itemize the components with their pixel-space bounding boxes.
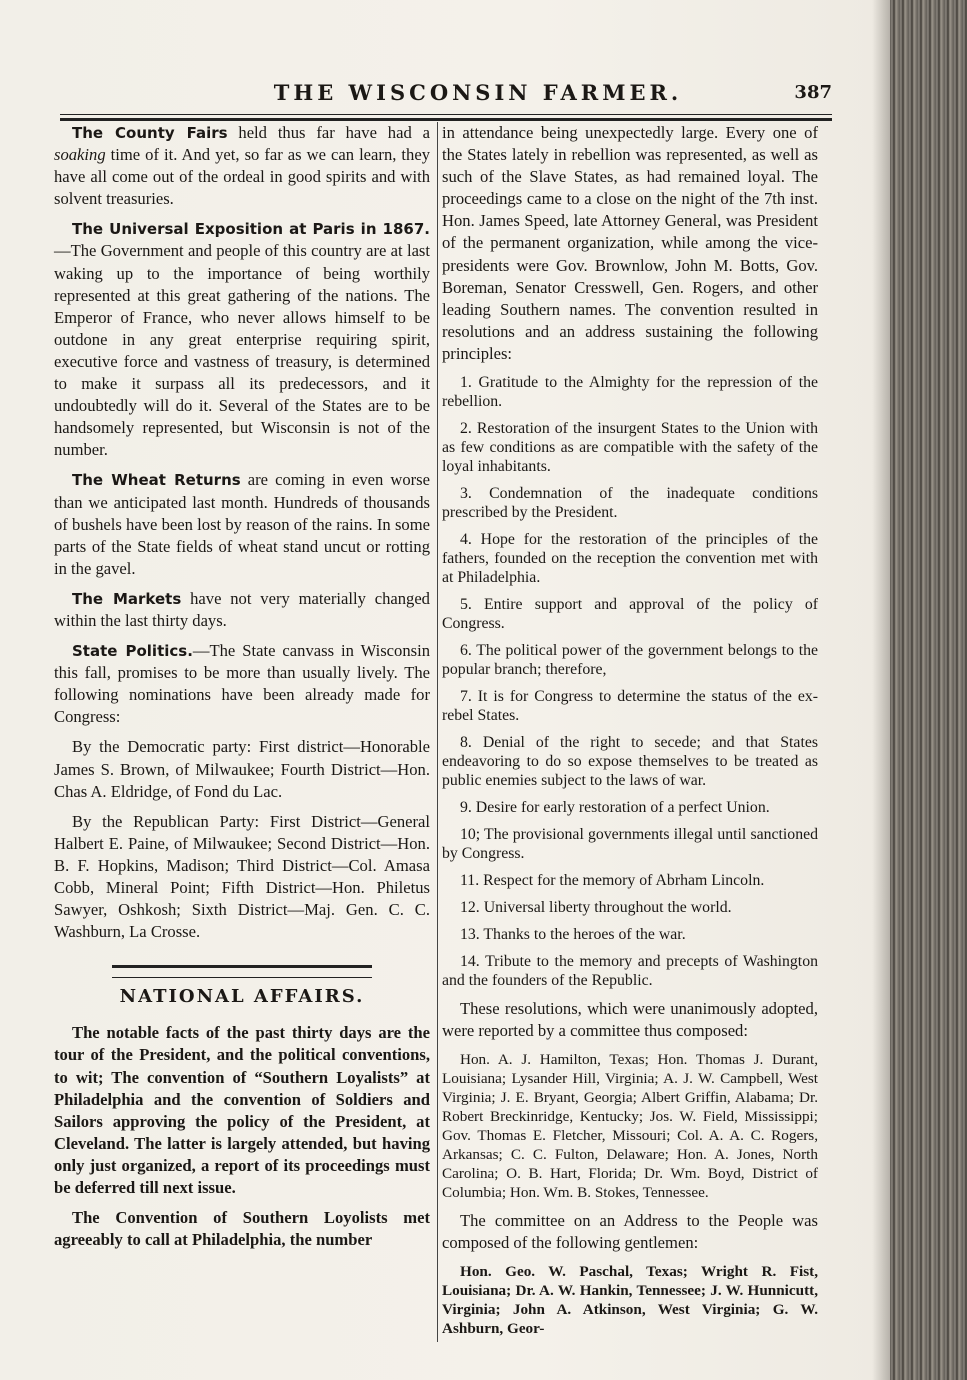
county-fairs-text-cont: time of it. And yet, so far as we can learn, they have all come out of the ordeal in good spirits and with solvent treasuries.	[54, 145, 430, 209]
column-divider	[437, 122, 438, 1342]
resolution-item: 9. Desire for early restoration of a perfect Union.	[460, 799, 770, 817]
county-fairs-lead: The County Fairs	[72, 124, 228, 142]
left-column	[54, 122, 430, 1259]
resolutions-list	[442, 373, 818, 990]
republican-nominations: By the Republican Party: First District—General Halbert E. Paine, of Milwaukee; Second District—Hon. B. F. Hopkins, Madison; Third District—Col. Amasa Cobb, Mineral Point; Fifth District—Hon. Philetus Sawyer, Oshkosh; Sixth District—Maj. Gen. C. C. Washburn, La Crosse.	[54, 811, 430, 942]
politics-paragraph	[54, 640, 430, 728]
section-rule	[112, 965, 372, 978]
resolution-item: 11. Respect for the memory of Abrham Lincoln.	[460, 872, 765, 890]
soaking-italic: soaking	[54, 145, 106, 165]
resolution-item: 1. Gratitude to the Almighty for the repression of the rebellion.	[442, 374, 818, 411]
politics-text: —The State canvass in Wisconsin this fall, promises to be more than usually lively. The following nominations have been already made for Congress:	[54, 641, 430, 727]
book-binding	[890, 0, 967, 1380]
markets-text: have not very materially changed within the last thirty days.	[54, 588, 430, 630]
resolution-item: 14. Tribute to the memory and precepts of Washington and the founders of the Republic.	[442, 953, 818, 990]
national-affairs-heading: NATIONAL AFFAIRS.	[119, 986, 365, 1008]
committee-list: Hon. A. J. Hamilton, Texas; Hon. Thomas J. Durant, Louisiana; Lysander Hill, Virginia; A. J. W. Campbell, West Virginia; J. E. Bryant, Georgia; Albert Griffin, Alabama; Dr. Robert Breckinridge, Kentucky; Jos. W. Field, Mississippi; Gov. Thomas E. Fletcher, Missouri; Col. A. A. C. Rogers, Arkansas; C. C. Fulton, Delaware; Hon. A. Jones, North Carolina; O. B. Hart, Florida; Dr. Wm. Boyd, District of Columbia; Hon. Wm. B. Stokes, Tennessee.	[442, 1051, 818, 1202]
resolution-item: 6. The political power of the government belongs to the popular branch; therefore,	[442, 642, 818, 679]
county-fairs-paragraph	[54, 122, 430, 210]
national-affairs-paragraph-2: The Convention of Southern Loyolists met agreeably to call at Philadelphia, the number	[54, 1208, 430, 1250]
running-head	[60, 80, 832, 110]
resolution-item: 3. Condemnation of the inadequate conditions prescribed by the President.	[442, 485, 818, 522]
resolution-item: 8. Denial of the right to secede; and that States endeavoring to do so expose themselves to be treated as public enemies subject to the laws of war.	[442, 734, 818, 790]
exposition-text: —The Government and people of this country are at last waking up to the importance of being worthily represented at this great gathering of the nations. The Emperor of France, who never allows himself to be outdone in any great enterprise requiring spirit, executive force and vastness of treasury, is determined to make it surpass all its predecessors, and it undoubtedly will do it. Several of the States are to be handsomely represented, but Wisconsin is not of the number.	[54, 241, 430, 460]
democratic-nominations: By the Democratic party: First district—Honorable James S. Brown, of Milwaukee; Fourth District—Hon. Chas A. Eldridge, of Fond du Lac.	[54, 737, 430, 801]
right-column	[442, 122, 818, 1346]
address-committee-list: Hon. Geo. W. Paschal, Texas; Wright R. Fist, Louisiana; Dr. A. W. Hankin, Tennessee; J. W. Hunnicutt, Virginia; John A. Atkinson, West Virginia; G. W. Ashburn, Geor-	[442, 1263, 818, 1338]
markets-paragraph	[54, 588, 430, 632]
page-shadow	[872, 0, 892, 1380]
markets-lead: The Markets	[72, 589, 182, 608]
page-number: 387	[794, 82, 832, 103]
adopted-paragraph: These resolutions, which were unanimously adopted, were reported by a committee thus composed:	[442, 999, 818, 1041]
wheat-text: are coming in even worse than we anticipated last month. Hundreds of thousands of bushels have been lost by reason of the rains. In some parts of the State fields of wheat stand uncut or rotting in the gavel.	[54, 470, 430, 578]
wheat-lead: The Wheat Returns	[72, 471, 241, 490]
exposition-lead: The Universal Exposition at Paris in 1867.	[72, 220, 430, 239]
resolution-item: 12. Universal liberty throughout the world.	[460, 899, 732, 917]
address-intro: The committee on an Address to the People was composed of the following gentlemen:	[442, 1211, 818, 1253]
page-title: THE WISCONSIN FARMER.	[273, 80, 683, 105]
resolution-item: 7. It is for Congress to determine the status of the ex-rebel States.	[442, 688, 818, 725]
resolution-item: 13. Thanks to the heroes of the war.	[460, 926, 686, 944]
resolution-item: 4. Hope for the restoration of the principles of the fathers, founded on the reception the convention met with at Philadelphia.	[442, 531, 818, 587]
convention-intro: in attendance being unexpectedly large. Every one of the States lately in rebellion was represented, as well as such of the Slave States, as had remained loyal. The proceedings came to a close on the night of the 7th inst. Hon. James Speed, late Attorney General, was President of the permanent organization, while among the vice-presidents were Gov. Brownlow, John M. Botts, Gov. Boreman, Senator Cresswell, Gen. Rogers, and other leading Southern names. The convention resulted in resolutions and an address sustaining the following principles:	[442, 123, 818, 363]
header-rule-heavy	[60, 118, 832, 121]
national-affairs-body	[54, 1022, 430, 1251]
national-affairs-paragraph-1: The notable facts of the past thirty days are the tour of the President, and the political conventions, to wit; The convention of “Southern Loyalists” at Philadelphia and the convention of Soldiers and Sailors approving the policy of the President, at Cleveland. The latter is largely attended, but having only just organized, a report of its proceedings must be deferred till next issue.	[54, 1023, 430, 1198]
politics-lead: State Politics.	[72, 642, 193, 661]
wheat-paragraph	[54, 469, 430, 579]
county-fairs-text: held thus far have had a	[227, 123, 430, 142]
header-rule	[60, 114, 832, 115]
resolution-item: 2. Restoration of the insurgent States to the Union with as few conditions as are compatible with the safety of the loyal inhabitants.	[442, 420, 818, 476]
resolution-item: 5. Entire support and approval of the policy of Congress.	[442, 596, 818, 633]
resolution-item: 10; The provisional governments illegal until sanctioned by Congress.	[442, 826, 818, 863]
exposition-paragraph	[54, 218, 430, 461]
